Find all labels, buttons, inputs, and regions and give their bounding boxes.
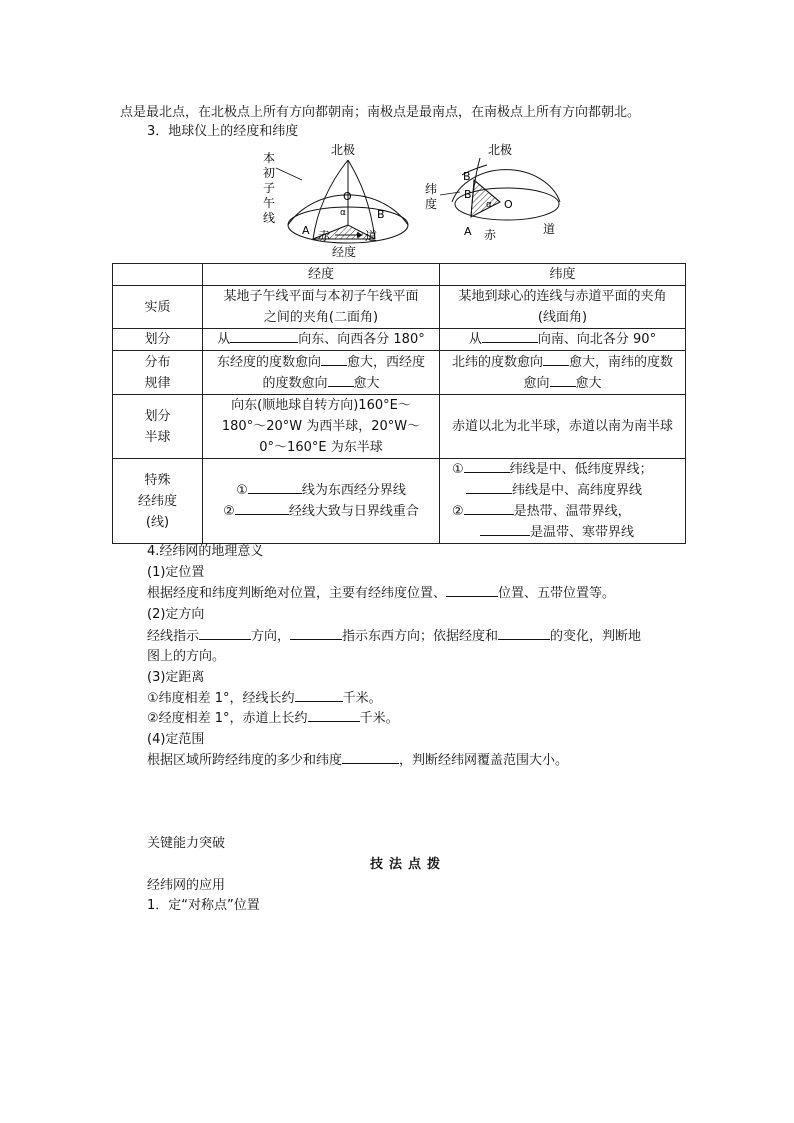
table-cell: 向东(顺地球自转方向)160°E～ 180°～20°W 为西半球，20°W～ 0°～160°E 为东半球	[203, 395, 440, 459]
table-cell: 某地子午线平面与本初子午线平面 之间的夹角(二面角)	[203, 286, 440, 329]
point-b: B	[463, 170, 471, 183]
latitude-char: 纬	[425, 182, 438, 196]
paragraph: 经线指示 方向， 指示东西方向；依据经度和 的变化，判断地	[147, 629, 642, 644]
row-label: 实质	[113, 286, 203, 329]
subheading: (3)定距离	[147, 670, 205, 685]
prime-meridian-char: 本	[263, 151, 276, 165]
paragraph: ②经度相差 1°，赤道上长约 千米。	[147, 711, 399, 726]
table-cell: ① 纬线是中、低纬度界线； 纬线是中、高纬度界线 ② 是热带、温带界线， 是温带、寒带界线	[440, 459, 686, 544]
table-cell: 从 向南、向北各分 90°	[440, 329, 686, 351]
table-cell: 东经度的度数愈向 愈大，西经度 的度数愈向 愈大	[203, 351, 440, 395]
equator-left: 赤	[484, 228, 497, 240]
fill-blank	[328, 375, 354, 387]
paragraph: ①纬度相差 1°，经线长约 千米。	[147, 691, 382, 706]
latitude-char: 度	[425, 197, 438, 211]
table-cell: ① 线为东西经分界线 ② 经线大致与日界线重合	[203, 459, 440, 544]
equator-right: 道	[543, 222, 556, 236]
subheading: (1)定位置	[147, 565, 205, 580]
fill-blank	[498, 628, 550, 640]
row-label: 划分	[113, 329, 203, 351]
table-cell: 赤道以北为北半球，赤道以南为南半球	[440, 395, 686, 459]
table-cell: 从 向东、向西各分 180°	[203, 329, 440, 351]
north-pole-label: 北极	[331, 143, 356, 157]
point-a: A	[464, 225, 472, 238]
table-header-cell: 经度	[203, 264, 440, 286]
fill-blank	[466, 482, 512, 494]
fill-blank	[295, 690, 343, 702]
alpha-label: α	[340, 208, 346, 218]
fill-blank	[543, 354, 569, 366]
section-heading: 关键能力突破	[147, 836, 226, 851]
subheading: (4)定范围	[147, 732, 205, 747]
row-label: 划分 半球	[113, 395, 203, 459]
table-header-row	[113, 264, 686, 286]
equator-right: 道	[365, 229, 378, 243]
center-o: O	[343, 190, 352, 203]
paragraph: 根据区域所跨经纬度的多少和纬度 ，判断经纬网覆盖范围大小。	[147, 753, 569, 768]
fill-blank	[342, 752, 399, 764]
prime-meridian-char: 子	[263, 181, 276, 195]
table-row	[113, 395, 686, 459]
table-row	[113, 329, 686, 351]
table-cell: 北纬的度数愈向 愈大，南纬的度数 愈向 愈大	[440, 351, 686, 395]
point-b: B	[377, 208, 385, 221]
fill-blank	[550, 375, 576, 387]
fill-blank	[464, 503, 514, 515]
skills-title: 技法点拨	[370, 857, 447, 872]
fill-blank	[446, 585, 498, 597]
point-b: B	[464, 188, 472, 201]
table-row	[113, 286, 686, 329]
fill-blank	[464, 461, 510, 473]
longitude-diagram	[258, 140, 418, 260]
table-cell: 某地到球心的连线与赤道平面的夹角 (线面角)	[440, 286, 686, 329]
fill-blank	[235, 503, 289, 515]
intro-line: 点是最北点，在北极点上所有方向都朝南；南极点是最南点，在南极点上所有方向都朝北。	[120, 105, 641, 120]
table-header-cell: 纬度	[440, 264, 686, 286]
paragraph: 图上的方向。	[147, 649, 226, 664]
topic-heading: 经纬网的应用	[147, 878, 226, 893]
section4-title: 4.经纬网的地理意义	[147, 544, 264, 559]
row-label: 分布 规律	[113, 351, 203, 395]
lon-lat-table	[112, 263, 686, 544]
fill-blank	[290, 628, 342, 640]
prime-meridian-char: 线	[263, 211, 276, 225]
subheading: (2)定方向	[147, 607, 205, 622]
table-row	[113, 459, 686, 544]
table-header-cell	[113, 264, 203, 286]
item-heading: 1．定“对称点”位置	[147, 898, 260, 913]
prime-meridian-char: 午	[263, 196, 276, 210]
fill-blank	[248, 482, 302, 494]
alpha-label: α	[486, 200, 492, 210]
fill-blank	[230, 331, 298, 343]
point-a: A	[302, 224, 310, 237]
paragraph: 根据经度和纬度判断绝对位置，主要有经纬度位置、 位置、五带位置等。	[147, 586, 616, 601]
fill-blank	[482, 331, 538, 343]
figure-caption: 经度	[332, 245, 357, 259]
prime-meridian-char: 初	[263, 166, 276, 180]
row-label: 特殊 经纬度 (线)	[113, 459, 203, 544]
center-o: O	[504, 198, 513, 211]
equator-left: 赤	[318, 229, 331, 243]
table-row	[113, 351, 686, 395]
fill-blank	[308, 710, 360, 722]
latitude-diagram	[422, 140, 572, 240]
fill-blank	[321, 354, 347, 366]
section-title: 3．地球仪上的经度和纬度	[147, 124, 299, 139]
fill-blank	[480, 524, 530, 536]
fill-blank	[199, 628, 251, 640]
north-pole-label: 北极	[488, 143, 513, 157]
